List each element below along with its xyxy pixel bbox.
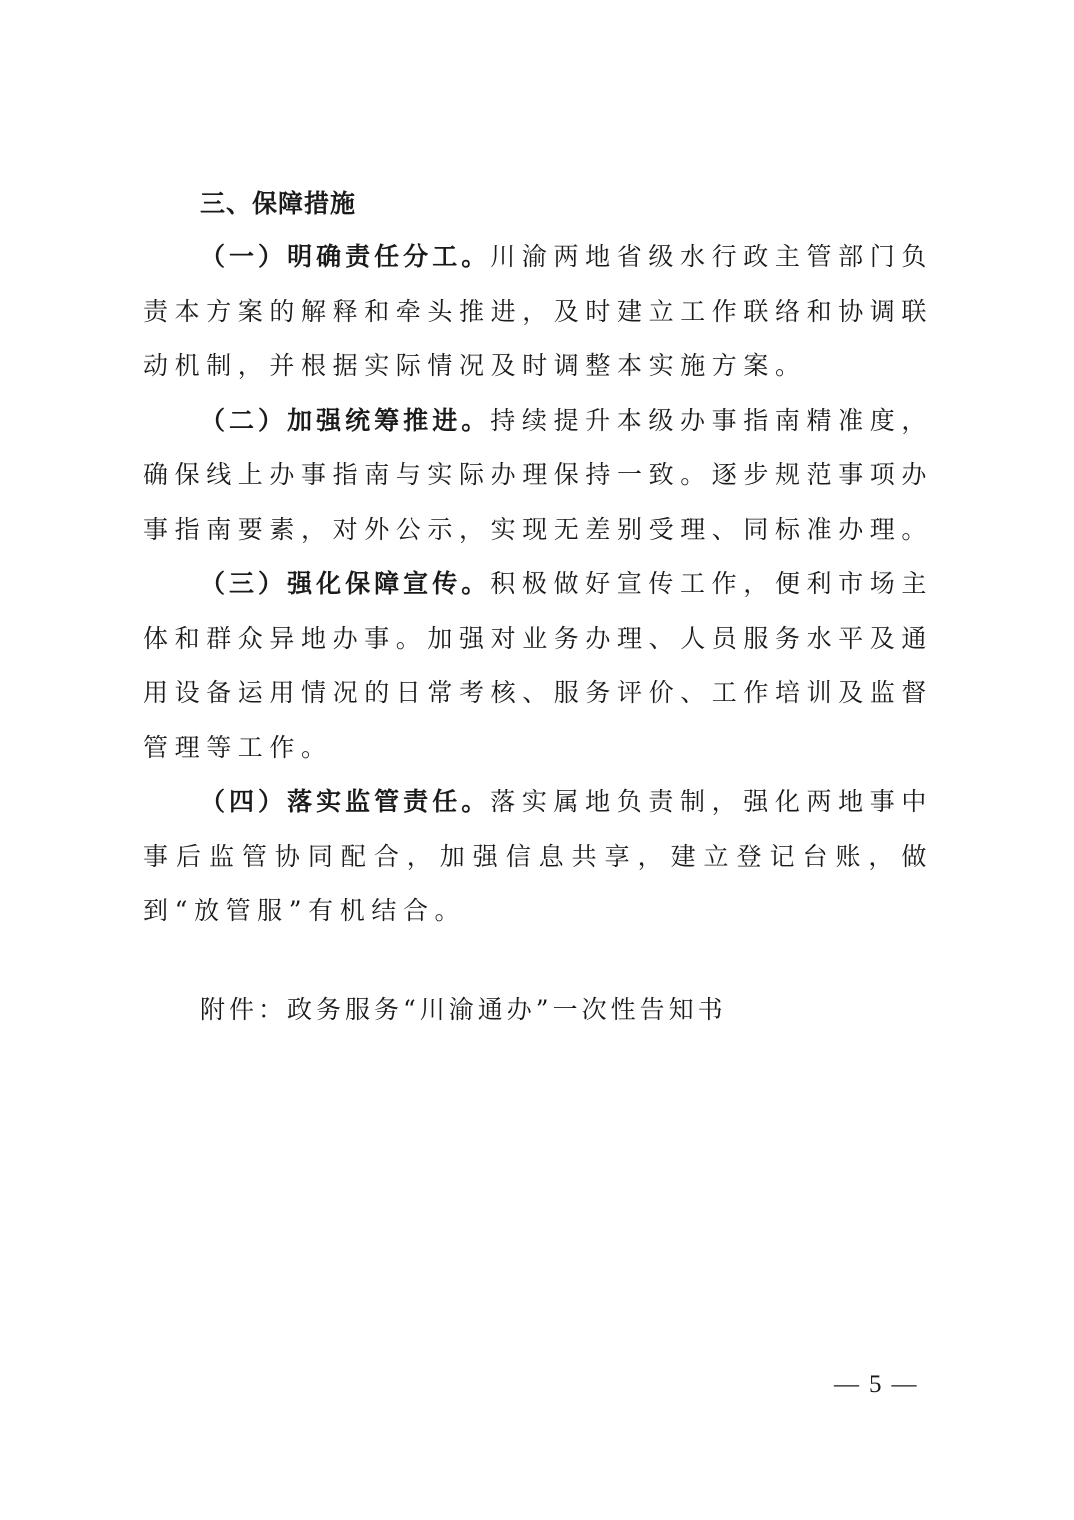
paragraph-4 [143,775,933,939]
paragraph-1-title: （一）明确责任分工。 [200,242,491,271]
section-heading: 三、保障措施 [200,189,357,218]
page-number-dash-left: — [834,1371,859,1398]
paragraph-2-title: （二）加强统筹推进。 [200,405,491,435]
paragraph-1 [143,230,933,394]
paragraph-4-title: （四）落实监管责任。 [200,787,491,816]
page-number [834,1370,917,1400]
paragraph-3-body: 积极做好宣传工作，便利市场主体和群众异地办事。加强对业务办理、人员服务水平及通用设备运用情况的日常考核、服务评价、工作培训及监督管理等工作。 [143,569,934,762]
paragraph-1-body: 川渝两地省级水行政主管部门负责本方案的解释和牵头推进，及时建立工作联络和协调联动机制，并根据实际情况及时调整本实施方案。 [143,242,934,380]
document-body [143,178,933,1037]
paragraph-4-body: 落实属地负责制，强化两地事中事后监管协同配合，加强信息共享，建立登记台账，做到“放管服”有机结合。 [143,787,933,925]
paragraph-3 [143,557,933,775]
paragraph-2-body: 持续提升本级办事指南精准度，确保线上办事指南与实际办理保持一致。逐步规范事项办事指南要素，对外公示，实现无差别受理、同标准办理。 [143,405,934,544]
page-number-dash-right: — [891,1371,917,1398]
attachment-line: 附件：政务服务“川渝通办”一次性告知书 [200,994,727,1024]
paragraph-2 [143,394,933,558]
page-number-value: 5 [869,1371,882,1398]
paragraph-3-title: （三）强化保障宣传。 [200,569,491,598]
